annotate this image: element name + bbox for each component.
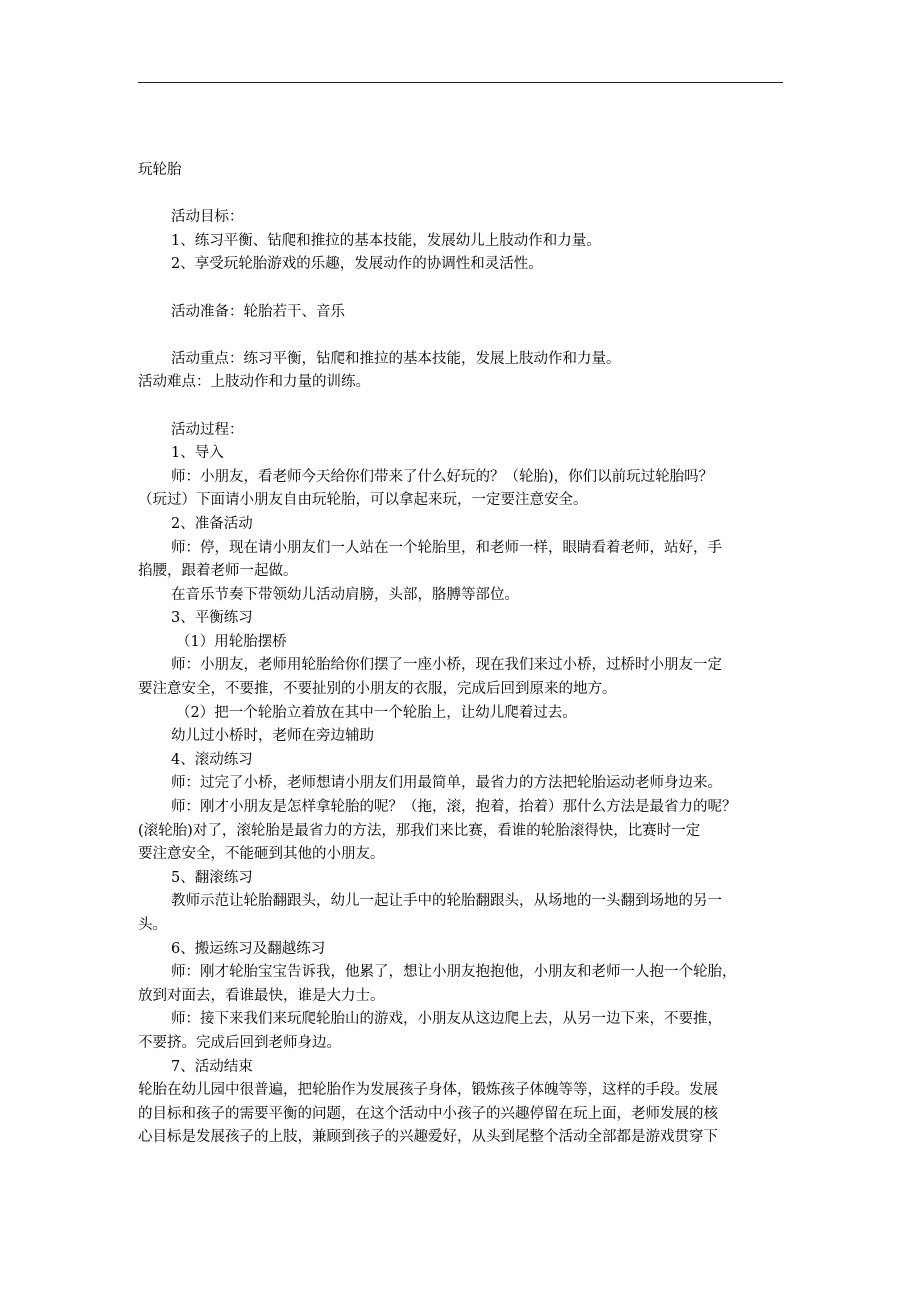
paragraph-line: 幼儿过小桥时，老师在旁边辅助 <box>171 728 374 745</box>
document-body <box>138 159 788 1150</box>
paragraph-line: 掐腰，跟着老师一起做。 <box>138 563 298 580</box>
section-title: 5、翻滚练习 <box>171 869 253 886</box>
paragraph-line: 心目标是发展孩子的上肢，兼顾到孩子的兴趣爱好，从头到尾整个活动全部都是游戏贯穿下 <box>138 1129 718 1146</box>
section-title: 6、搬运练习及翻越练习 <box>171 940 326 957</box>
section-title: 3、平衡练习 <box>171 610 253 627</box>
paragraph-line: 师：刚才轮胎宝宝告诉我，他累了，想让小朋友抱抱他，小朋友和老师一人抱一个轮胎， <box>171 964 737 981</box>
paragraph-line: 轮胎在幼儿园中很普遍，把轮胎作为发展孩子身体，锻炼孩子体魄等等，这样的手段。发展 <box>138 1082 718 1099</box>
section-title: 2、准备活动 <box>171 515 253 532</box>
paragraph-line: 头。 <box>138 917 167 933</box>
subsection-title: （1）用轮胎摆桥 <box>176 633 287 650</box>
header-rule <box>138 82 783 83</box>
section-title: 1、导入 <box>171 445 224 462</box>
paragraph-line: 放到对面去，看谁最快，谁是大力士。 <box>138 987 385 1004</box>
paragraph-line: 的目标和孩子的需要平衡的问题，在这个活动中小孩子的兴趣停留在玩上面，老师发展的核 <box>138 1105 718 1122</box>
paragraph-line: 师：停，现在请小朋友们一人站在一个轮胎里，和老师一样，眼睛看着老师，站好，手 <box>171 539 722 556</box>
goal-heading: 活动目标： <box>171 209 244 226</box>
paragraph-line: 教师示范让轮胎翻跟头，幼儿一起让手中的轮胎翻跟头，从场地的一头翻到场地的另一 <box>171 893 722 910</box>
focus-point: 活动重点：练习平衡，钻爬和推拉的基本技能，发展上肢动作和力量。 <box>171 350 621 367</box>
paragraph-line: 不要挤。完成后回到老师身边。 <box>138 1034 341 1051</box>
paragraph-line: 要注意安全，不要推，不要扯别的小朋友的衣服，完成后回到原来的地方。 <box>138 681 617 698</box>
paragraph-line: （玩过）下面请小朋友自由玩轮胎，可以拿起来玩，一定要注意安全。 <box>138 492 588 509</box>
paragraph-line: 师：小朋友，老师用轮胎给你们摆了一座小桥，现在我们来过小桥，过桥时小朋友一定 <box>171 657 722 674</box>
paragraph-line: 师：小朋友，看老师今天给你们带来了什么好玩的？（轮胎)，你们以前玩过轮胎吗？ <box>171 468 714 485</box>
paragraph-line: 要注意安全，不能砸到其他的小朋友。 <box>138 846 385 863</box>
section-title: 4、滚动练习 <box>171 751 253 768</box>
subsection-title: （2）把一个轮胎立着放在其中一个轮胎上，让幼儿爬着过去。 <box>176 704 577 721</box>
goal-item: 2、享受玩轮胎游戏的乐趣，发展动作的协调性和灵活性。 <box>171 256 543 273</box>
paragraph-line: 师：过完了小桥，老师想请小朋友们用最简单，最省力的方法把轮胎运动老师身边来。 <box>171 775 722 792</box>
difficulty-point: 活动难点：上肢动作和力量的训练。 <box>138 374 370 391</box>
preparation: 活动准备：轮胎若干、音乐 <box>171 303 345 320</box>
paragraph-line: 在音乐节奏下带领幼儿活动肩膀，头部，胳膊等部位。 <box>171 586 519 603</box>
paragraph-line: 师：接下来我们来玩爬轮胎山的游戏，小朋友从这边爬上去，从另一边下来，不要推， <box>171 1011 722 1028</box>
document-title: 玩轮胎 <box>138 162 182 178</box>
goal-item: 1、练习平衡、钻爬和推拉的基本技能，发展幼儿上肢动作和力量。 <box>171 232 601 249</box>
process-heading: 活动过程： <box>171 421 244 438</box>
section-title: 7、活动结束 <box>171 1058 253 1075</box>
paragraph-line: 师：刚才小朋友是怎样拿轮胎的呢？（拖，滚，抱着，抬着）那什么方法是最省力的呢？ <box>171 799 737 816</box>
paragraph-line: (滚轮胎)对了，滚轮胎是最省力的方法，那我们来比赛，看谁的轮胎滚得快，比赛时一定 <box>138 822 701 839</box>
